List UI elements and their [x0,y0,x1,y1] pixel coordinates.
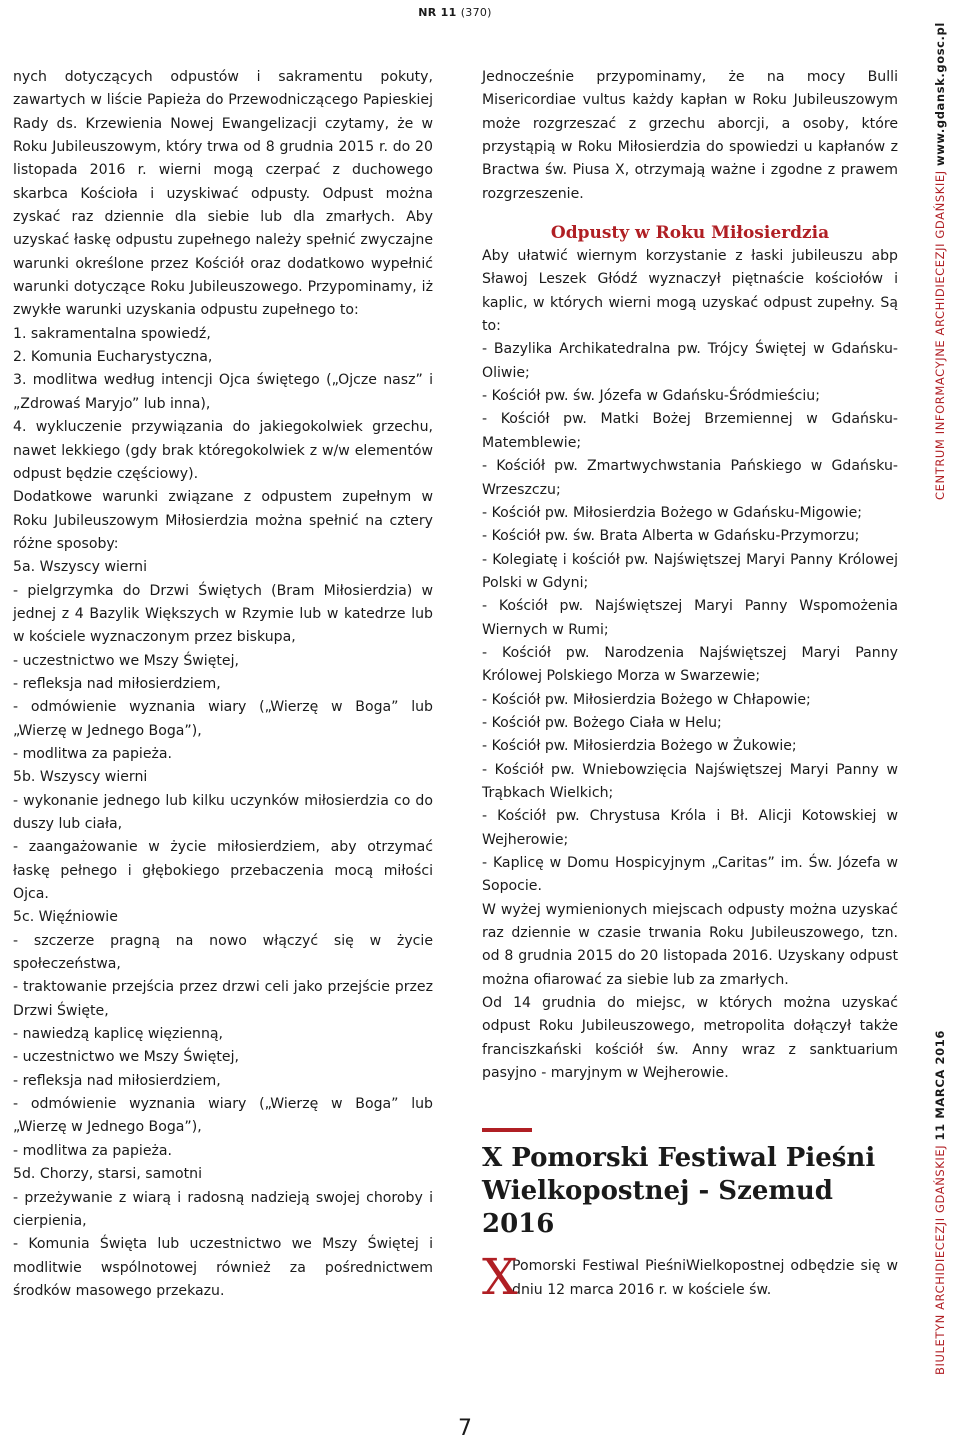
paragraph: Aby ułatwić wiernym korzystanie z łaski jubileuszu abp Sławoj Leszek Głódź wyznaczył piętnaście kościołów i kaplic, w których wierni mogą uzyskać odpust zupełny. Są to: [482,248,898,335]
issue-label: NR 11 [418,6,457,19]
drop-cap: X [482,1248,518,1307]
right-column [482,66,898,1307]
article-lead [482,1248,898,1307]
list-item: 2. Komunia Eucharystyczna, [13,349,213,366]
list-item: - przeżywanie z wiarą i radosną nadzieją swojej choroby i cierpienia, [13,1189,433,1229]
list-heading: 5d. Chorzy, starsi, samotni [13,1166,202,1183]
church-list-item: - Kościół pw. św. Józefa w Gdańsku-Śródmieściu; [482,388,820,405]
church-list-item: - Kościół pw. Wniebowzięcia Najświętszej Maryi Panny w Trąbkach Wielkich; [482,761,898,801]
paragraph: Od 14 grudnia do miejsc, w których można uzyskać odpust Roku Jubileuszowego, metropolita dołączył także franciszkański kościół św. Anny wraz z sanktuarium pasyjno - maryjnym w Wejherowie. [482,995,898,1082]
church-list-item: - Kościół pw. św. Brata Alberta w Gdańsku-Przymorzu; [482,528,860,545]
list-item: 3. modlitwa według intencji Ojca świętego („Ojcze nasz” i „Zdrowaś Maryjo” lub inna), [13,372,433,412]
sidebar-center-name: CENTRUM INFORMACYJNE ARCHIDIECEZJI GDAŃSKIEJ [933,170,947,500]
paragraph: Dodatkowe warunki związane z odpustem zupełnym w Roku Jubileuszowym Miłosierdzia można spełnić na cztery różne sposoby: [13,489,433,552]
list-item: - odmówienie wyznania wiary („Wierzę w Boga” lub „Wierzę w Jednego Boga”), [13,699,433,739]
list-item: - Komunia Święta lub uczestnictwo we Mszy Świętej i modlitwie wspólnotowej również za pośrednictwem środków masowego przekazu. [13,1236,433,1299]
list-item: - traktowanie przejścia przez drzwi celi jako przejście przez Drzwi Święte, [13,979,433,1019]
list-item: 4. wykluczenie przywiązania do jakiegokolwiek grzechu, nawet lekkiego (gdy brak któregokolwiek z w/w elementów odpust będzie częściowy). [13,419,433,482]
sidebar-top-label [926,22,954,500]
list-item: - odmówienie wyznania wiary („Wierzę w Boga” lub „Wierzę w Jednego Boga”), [13,1096,433,1136]
list-item: 1. sakramentalna spowiedź, [13,325,211,342]
issue-sequence: (370) [460,6,492,19]
sidebar-bottom-label [926,1030,954,1375]
church-list-item: - Kościół pw. Najświętszej Maryi Panny Wspomożenia Wiernych w Rumi; [482,598,898,638]
church-list-item: - Kościół pw. Narodzenia Najświętszej Maryi Panny Królowej Polskiego Morza w Swarzewie; [482,644,898,685]
church-list-item: - Kolegiatę i kościół pw. Najświętszej Maryi Panny Królowej Polski w Gdyni; [482,551,898,591]
left-column [13,66,433,1303]
list-heading: 5c. Więźniowie [13,909,118,926]
sidebar-date: 11 MARCA 2016 [933,1030,947,1141]
church-list-item: - Kościół pw. Bożego Ciała w Helu; [482,714,722,731]
section-heading: Odpusty w Roku Miłosierdzia [550,223,830,244]
list-item: - modlitwa za papieża. [13,1142,173,1159]
list-item: - uczestnictwo we Mszy Świętej, [13,652,239,669]
list-item: - uczestnictwo we Mszy Świętej, [13,1049,239,1066]
article-divider [482,1128,532,1132]
list-item: - refleksja nad miłosierdziem, [13,675,221,692]
list-heading: 5b. Wszyscy wierni [13,769,148,786]
paragraph: W wyżej wymienionych miejscach odpusty można uzyskać raz dziennie w czasie trwania Roku Jubileuszowego, tzn. od 8 grudnia 2015 do 20 listopada 2016. Uzyskany odpust można ofiarować za siebie lub za zmarłych. [482,901,898,988]
article-title: X Pomorski Festiwal Pieśni Wielkopostnej - Szemud 2016 [482,1143,876,1240]
list-item: - refleksja nad miłosierdziem, [13,1072,221,1089]
church-list-item: - Kościół pw. Matki Bożej Brzemiennej w Gdańsku-Matemblewie; [482,411,898,451]
church-list-item: - Bazylika Archikatedralna pw. Trójcy Świętej w Gdańsku-Oliwie; [482,341,898,381]
paragraph: nych dotyczących odpustów i sakramentu pokuty, zawartych w liście Papieża do Przewodniczącego Papieskiej Rady ds. Krzewienia Nowej Ewangelizacji czytamy, że w Roku Jubileuszowym, który trwa od 8 grudnia 2015 r. do 20 listopada 2016 r. wierni mogą czerpać z duchowego skarbca Kościoła i uzyskiwać odpusty. Odpust można zyskać raz dziennie dla siebie lub dla zmarłych. Aby uzyskać łaskę odpustu zupełnego należy spełnić zwyczajne warunki określone przez Kościół oraz dodatkowo wypełnić warunki dotyczące Roku Jubileuszowego. Przypominamy, iż zwykłe warunki uzyskania odpustu zupełnego to: [13,69,433,319]
list-item: - wykonanie jednego lub kilku uczynków miłosierdzia co do duszy lub ciała, [13,792,433,832]
sidebar-bulletin-name: BIULETYN ARCHIDIECEZJI GDAŃSKIEJ [933,1144,947,1375]
church-list-item: - Kościół pw. Miłosierdzia Bożego w Gdańsku-Migowie; [482,504,862,521]
list-item: - zaangażowanie w życie miłosierdziem, aby otrzymać łaskę pełnego i głębokiego przebaczenia mocą miłości Ojca. [13,839,433,903]
church-list-item: - Kościół pw. Chrystusa Króla i Bł. Alicji Kotowskiej w Wejherowie; [482,808,898,848]
church-list-item: - Kaplicę w Domu Hospicyjnym „Caritas” im. Św. Józefa w Sopocie. [482,855,898,895]
list-heading: 5a. Wszyscy wierni [13,559,148,576]
list-item: - szczerze pragną na nowo włączyć się w życie społeczeństwa, [13,932,433,973]
intro-paragraph: Jednocześnie przypominamy, że na mocy Bulli Misericordiae vultus każdy kapłan w Roku Jubileuszowym może rozgrzeszać z grzechu aborcji, a osoby, które przystąpią w Roku Miłosierdzia do spowiedzi u kapłanów z Bractwa św. Piusa X, otrzymają ważne i zgodne z prawem rozgrzeszenie. [482,69,898,202]
church-list-item: - Kościół pw. Miłosierdzia Bożego w Chłapowie; [482,691,811,708]
church-list-item: - Kościół pw. Zmartwychwstania Pańskiego w Gdańsku-Wrzeszczu; [482,458,898,498]
page-number: 7 [458,1416,472,1441]
issue-number [0,6,910,19]
church-list-item: - Kościół pw. Miłosierdzia Bożego w Żukowie; [482,738,797,755]
list-item: - nawiedzą kaplicę więzienną, [13,1026,224,1043]
list-item: - modlitwa za papieża. [13,745,173,762]
article-text: Pomorski Festiwal PieśniWielkopostnej odbędzie się w dniu 12 marca 2016 r. w kościele św. [512,1258,898,1298]
sidebar-website-link[interactable]: www.gdansk.gosc.pl [933,22,947,167]
list-item: - pielgrzymka do Drzwi Świętych (Bram Miłosierdzia) w jednej z 4 Bazylik Większych w Rzymie lub w katedrze lub w kościele wyznaczonym przez biskupa, [13,582,433,646]
